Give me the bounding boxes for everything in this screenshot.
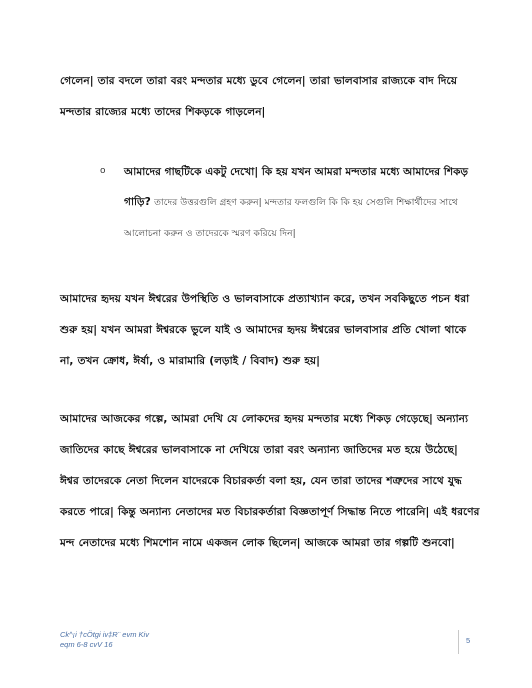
bullet-question: আমাদের গাছটিকে একটু দেখো| কি হয় যখন আমরা মন্দতার মধ্যে আমাদের শিকড় গাড়ি?	[124, 166, 469, 208]
paragraph-heart: আমাদের হৃদয় যখন ঈশ্বরের উপস্থিতি ও ভালবাসাকে প্রত্যাখ্যান করে, তখন সবকিছুতে পচন ধরা শুরু হয়| যখন আমরা ঈশ্বরকে ভুলে যাই ও আমাদের হৃদয় ঈশ্বরের ভালবাসার প্রতি খোলা থাকে না, তখন ক্রোধ, ঈর্ষা, ও মারামারি (লড়াই / বিবাদ) শুরু হয়|	[60, 293, 470, 367]
footer-subtitle: eqm 6-8 cvV 16	[60, 640, 113, 649]
footer-title: Ck^¡i †cÖtgi iv‡R¨ evm Kiv	[60, 630, 149, 639]
paragraph-intro: গেলেন| তার বদলে তারা বরং মন্দতার মধ্যে ডুবে গেলেন| তারা ভালবাসার রাজ্যকে বাদ দিয়ে মন্দতার রাজ্যের মধ্যে তাদের শিকড়কে গাড়লেন|	[60, 75, 457, 118]
page-number: 5	[466, 636, 471, 645]
bullet-text	[124, 157, 474, 249]
paragraph-story: আমাদের আজকের গল্পে, আমরা দেখি যে লোকদের হৃদয় মন্দতার মধ্যে শিকড় গেড়েছে| অন্যান্য জাতিদের কাছে ঈশ্বরের ভালবাসাকে না দেখিয়ে তারা বরং অন্যান্য জাতিদের মত হয়ে উঠেছে| ঈশ্বর তাদেরকে নেতা দিলেন যাদেরকে বিচারকর্তা বলা হয়, যেন তারা তাদের শত্রুদের সাথে যুদ্ধ করতে পারে| কিন্তু অন্যান্য নেতাদের মত বিচারকর্তারা বিজ্ঞতাপূর্ণ সিদ্ধান্ত নিতে পারেনি| এই ধরণের মন্দ নেতাদের মধ্যে শিমশোন নামে একজন লোক ছিলেন| আজকে আমরা তার গল্পটি শুনবো|	[60, 413, 480, 549]
page-footer	[60, 630, 149, 650]
hollow-bullet-icon: o	[100, 166, 106, 176]
footer-divider	[458, 630, 459, 654]
bullet-answer-instruction: তাদের উত্তরগুলি গ্রহণ করুন| মন্দতার ফলগুলি কি কি হয় সেগুলি শিক্ষার্থীদের সাথে আলোচনা করুন ও তাদেরকে স্মরণ করিয়ে দিন|	[124, 197, 458, 239]
